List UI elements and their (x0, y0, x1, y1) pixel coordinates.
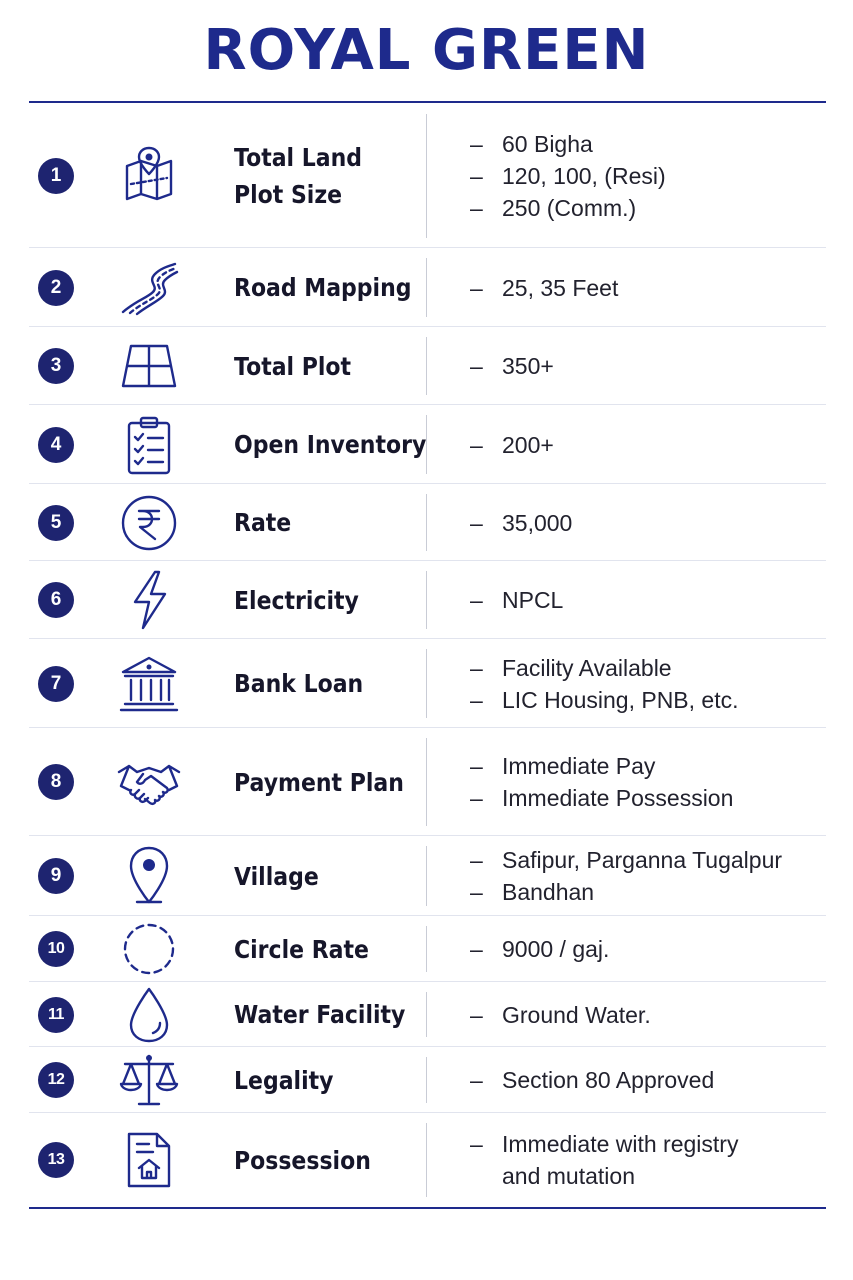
location-pin-icon (117, 844, 181, 908)
row-label (234, 348, 401, 385)
feature-row (29, 728, 826, 836)
row-number-badge: 9 (38, 858, 74, 894)
clipboard-checklist-icon (117, 413, 181, 477)
row-value: – 250 (Comm.) (470, 192, 830, 224)
row-label (234, 931, 401, 968)
plot-grid-icon (117, 334, 181, 398)
rupee-icon (117, 491, 181, 555)
row-label (234, 858, 401, 895)
row-values (470, 507, 830, 539)
row-number-badge: 4 (38, 427, 74, 463)
row-label-line: Total Land (234, 143, 363, 172)
feature-row (29, 639, 826, 728)
row-label-line: Payment Plan (234, 767, 404, 797)
row-label-line: Rate (234, 508, 292, 537)
row-label-line: Circle Rate (234, 934, 369, 964)
column-divider (426, 114, 427, 238)
feature-row (29, 1047, 826, 1113)
row-value: – Section 80 Approved (470, 1064, 830, 1096)
row-number-badge: 2 (38, 270, 74, 306)
feature-row (29, 561, 826, 639)
row-values (470, 429, 830, 461)
document-house-icon (117, 1128, 181, 1192)
row-value: – Immediate Pay (470, 750, 830, 782)
lightning-icon (117, 568, 181, 632)
row-value: – Ground Water. (470, 999, 830, 1031)
row-number-badge: 10 (38, 931, 74, 967)
row-value: – Immediate with registry (470, 1128, 830, 1160)
row-label-line: Water Facility (234, 1000, 406, 1029)
row-value: – LIC Housing, PNB, etc. (470, 684, 830, 716)
row-number-badge: 3 (38, 348, 74, 384)
row-label-line: Road Mapping (234, 273, 412, 302)
row-label (234, 426, 427, 463)
row-value: – 25, 35 Feet (470, 272, 830, 304)
row-values (470, 350, 830, 382)
column-divider (426, 258, 427, 317)
feature-row (29, 836, 826, 916)
row-values (470, 999, 830, 1031)
row-value: – Facility Available (470, 652, 830, 684)
row-values (470, 1128, 830, 1192)
road-icon (117, 256, 181, 320)
column-divider (426, 1057, 427, 1103)
row-values (470, 652, 830, 716)
row-number-badge: 8 (38, 764, 74, 800)
row-label (234, 1142, 401, 1179)
row-value: – Immediate Possession (470, 782, 830, 814)
row-values (470, 844, 830, 908)
row-label-line: Bank Loan (234, 669, 364, 698)
column-divider (426, 992, 427, 1037)
row-values (470, 584, 830, 616)
page-title: ROYAL GREEN (203, 18, 650, 83)
feature-row (29, 327, 826, 405)
row-value: and mutation (502, 1163, 635, 1189)
scales-icon (117, 1048, 181, 1112)
row-label (234, 764, 404, 801)
column-divider (426, 926, 427, 972)
map-pin-icon (117, 144, 181, 208)
top-divider (29, 101, 826, 103)
row-value: – NPCL (470, 584, 830, 616)
row-values (470, 128, 830, 224)
row-number-badge: 1 (38, 158, 74, 194)
row-value: – 120, 100, (Resi) (470, 160, 830, 192)
column-divider (426, 494, 427, 551)
row-number-badge: 11 (38, 997, 74, 1033)
column-divider (426, 571, 427, 629)
row-values (470, 933, 830, 965)
row-value: – Bandhan (470, 876, 830, 908)
feature-row (29, 1113, 826, 1207)
row-label-line: Electricity (234, 585, 359, 615)
row-value: – Safipur, Parganna Tugalpur (470, 844, 830, 876)
handshake-icon (117, 750, 181, 814)
row-values (470, 272, 830, 304)
feature-row (29, 248, 826, 327)
row-number-badge: 13 (38, 1142, 74, 1178)
column-divider (426, 415, 427, 474)
row-value: – 35,000 (470, 507, 830, 539)
feature-row (29, 982, 826, 1047)
row-number-badge: 7 (38, 666, 74, 702)
row-values (470, 1064, 830, 1096)
row-label-line: Total Plot (234, 351, 352, 381)
row-value: – 350+ (470, 350, 830, 382)
row-label (234, 996, 406, 1033)
bank-icon (117, 652, 181, 716)
row-values (470, 750, 830, 814)
row-label-line: Open Inventory (234, 430, 427, 459)
feature-row (29, 484, 826, 561)
row-label (234, 504, 401, 541)
row-label-line: Legality (234, 1065, 334, 1095)
row-label (234, 582, 401, 619)
row-number-badge: 12 (38, 1062, 74, 1098)
row-label-line: Possession (234, 1145, 371, 1175)
dashed-circle-icon (117, 917, 181, 981)
feature-row (29, 405, 826, 484)
row-label-line: Plot Size (234, 180, 343, 209)
row-value: – 200+ (470, 429, 830, 461)
feature-row (29, 104, 826, 248)
column-divider (426, 337, 427, 395)
row-number-badge: 6 (38, 582, 74, 618)
row-number-badge: 5 (38, 505, 74, 541)
row-label (234, 139, 401, 213)
column-divider (426, 738, 427, 826)
column-divider (426, 846, 427, 906)
feature-row (29, 916, 826, 982)
row-label (234, 269, 412, 306)
row-label (234, 1062, 401, 1099)
column-divider (426, 1123, 427, 1197)
row-label-line: Village (234, 861, 319, 891)
row-label (234, 665, 401, 702)
column-divider (426, 649, 427, 718)
row-value: – 9000 / gaj. (470, 933, 830, 965)
water-drop-icon (117, 983, 181, 1047)
row-value: – 60 Bigha (470, 128, 830, 160)
bottom-divider (29, 1207, 826, 1209)
